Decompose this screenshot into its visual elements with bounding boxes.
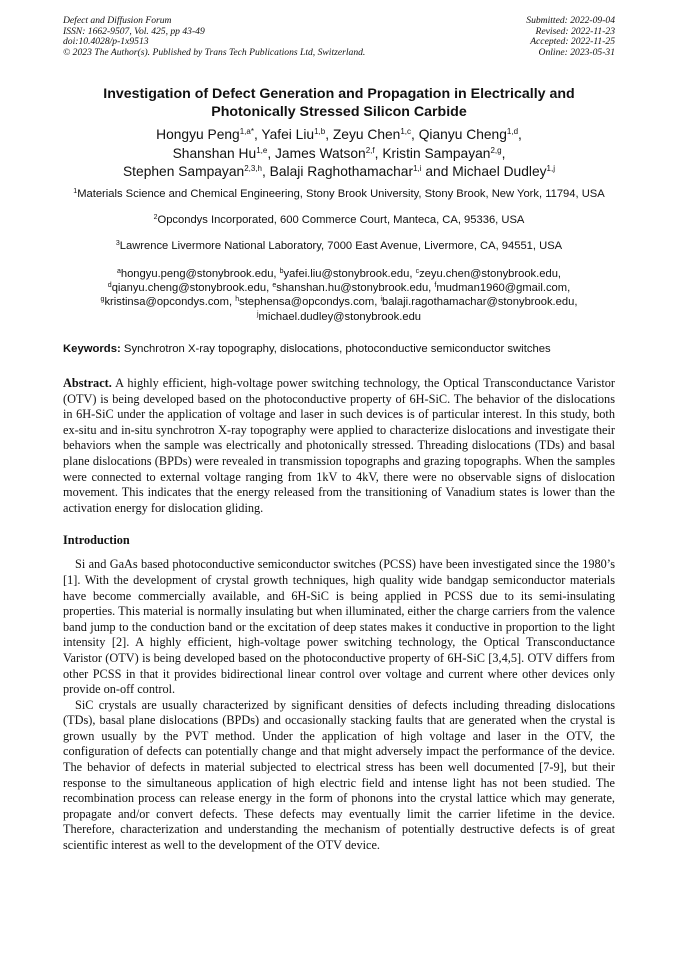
email-line: [63, 295, 615, 309]
email-separator: ,: [409, 267, 416, 280]
email-line: [63, 267, 615, 281]
email-marker: b: [279, 267, 284, 275]
author-name: Hongyu Peng: [156, 127, 240, 143]
email-link[interactable]: mudman1960@gmail.com: [436, 282, 568, 295]
email-marker: e: [272, 282, 277, 290]
author-affiliation-marker: 2,g: [490, 145, 502, 155]
affiliation-1: [63, 187, 615, 202]
author-name: Balaji Raghothamachar: [269, 164, 414, 180]
keywords-text: Synchrotron X-ray topography, dislocations, photoconductive semiconductor switches: [123, 343, 551, 355]
email-link[interactable]: michael.dudley@stonybrook.edu: [258, 310, 422, 323]
abstract-label: Abstract.: [63, 376, 112, 390]
affiliation-text: Opcondys Incorporated, 600 Commerce Court, Manteca, CA, 95336, USA: [157, 214, 525, 226]
author-separator: ,: [325, 127, 333, 143]
author-name: James Watson: [275, 145, 366, 161]
author-affiliation-marker: 2,3,h: [244, 164, 262, 174]
author-line: [63, 145, 615, 163]
email-separator: ,: [374, 296, 381, 309]
email-marker: c: [415, 267, 420, 275]
paper-title: [63, 85, 615, 121]
email-separator: ,: [228, 296, 236, 309]
email-separator: ,: [428, 282, 435, 295]
author-affiliation-marker: 1,a*: [239, 127, 254, 137]
affiliation-text: Lawrence Livermore National Laboratory, 7000 East Avenue, Livermore, CA, 94551, USA: [119, 240, 563, 253]
email-marker: a: [116, 267, 121, 275]
author-separator: ,: [374, 145, 383, 161]
author-name: Kristin Sampayan: [382, 145, 491, 161]
author-affiliation-marker: 1,d: [506, 127, 519, 137]
journal-name: Defect and Diffusion Forum: [63, 15, 172, 26]
affiliation-marker: 2: [153, 214, 158, 221]
author-name: Yafei Liu: [261, 127, 315, 143]
author-separator: ,: [411, 127, 419, 143]
abstract-text: A highly efficient, high-voltage power switching technology, the Optical Transconductance Varistor (OTV) is being developed based on the photoconductive property of 6H-SiC. The behavior of the dislocations in 6H-SiC under the application of voltage and laser in such devices is of particular interest. In this study, both ex-situ and in-situ synchrotron X-ray topography were applied to characterize dislocations and investigate their behaviors when the sample was electrically and photonically stressed. Threading dislocations (TDs) and basal plane dislocations (BPDs) were revealed in transmission topographs and grazing topographs. When the samples were connected to external voltage ranging from 1kV to 4kV, there were no observable signs of dislocation movement. This indicates that the energy released from the transitioning of Vanadium states is lower than the activation energy for dislocation gliding.: [63, 376, 615, 515]
author-name: Stephen Sampayan: [122, 164, 245, 180]
email-link[interactable]: kristinsa@opcondys.com: [104, 296, 229, 309]
email-separator: ,: [266, 282, 273, 295]
journal-doi: doi:10.4028/p-1x9513: [63, 36, 149, 48]
email-line: [63, 310, 615, 324]
email-marker: f: [434, 282, 437, 290]
author-separator: ,: [253, 127, 262, 143]
title-line: Investigation of Defect Generation and Propagation in Electrically and: [103, 86, 575, 103]
affiliation-marker: 1: [73, 187, 78, 195]
author-separator: ,: [261, 164, 270, 180]
author-separator: ,: [267, 145, 275, 161]
date-revised: Revised: 2022-11-23: [535, 25, 615, 37]
author-affiliation-marker: 1,j: [546, 164, 555, 174]
email-separator: ,: [567, 282, 571, 295]
email-link[interactable]: qianyu.cheng@stonybrook.edu: [111, 282, 267, 295]
email-link[interactable]: zeyu.chen@stonybrook.edu: [419, 267, 558, 280]
email-separator: ,: [574, 296, 578, 309]
journal-header: [63, 16, 615, 58]
author-affiliation-marker: 1,c: [400, 127, 412, 137]
email-list: [63, 267, 615, 324]
author-affiliation-marker: 1,i: [413, 164, 422, 174]
author-separator: and: [421, 164, 453, 180]
email-link[interactable]: shanshan.hu@stonybrook.edu: [276, 282, 429, 295]
author-affiliation-marker: 1,e: [256, 145, 268, 155]
paper-page: [63, 16, 615, 854]
journal-info: [63, 16, 365, 58]
body-paragraph: SiC crystals are usually characterized by significant densities of defects including threading dislocations (TDs), basal plane dislocations (BPDs) and occasionally stacking faults that are generated when the crystal is grown usually by the PVT method. Under the application of high voltage and laser in the OTV, the configuration of defects can potentially change and that might adversely impact the performance of the device. The behavior of defects in material subjected to electrical stress has been well documented [7-9], but their response to the simultaneous application of high electric field and intense light has not been studied. The recombination process can release energy in the form of phonons into the crystal lattice which may generate, propagate and/or convert defects. These defects may eventually limit the carrier lifetime in the device. Therefore, characterization and understanding the mechanism of potentially destructive defects is of great scientific interest as well to the development of the OTV device.: [63, 697, 615, 853]
journal-issn: ISSN: 1662-9507, Vol. 425, pp 43-49: [63, 25, 205, 37]
keywords: [63, 342, 615, 356]
affiliation-marker: 3: [115, 240, 120, 248]
publication-dates: [526, 16, 615, 58]
affiliation-2: [63, 213, 615, 228]
email-separator: ,: [557, 267, 562, 280]
email-marker: h: [235, 296, 240, 304]
author-affiliation-marker: 1,b: [314, 127, 326, 137]
author-line: [63, 126, 615, 144]
author-name: Shanshan Hu: [172, 145, 257, 161]
abstract: [63, 376, 615, 516]
author-name: Qianyu Cheng: [418, 127, 507, 143]
author-line: [63, 163, 615, 181]
email-marker: g: [100, 296, 105, 304]
email-separator: ,: [273, 267, 280, 280]
email-link[interactable]: hongyu.peng@stonybrook.edu: [120, 267, 274, 280]
section-heading: Introduction: [63, 533, 130, 548]
email-marker: d: [107, 282, 112, 290]
email-link[interactable]: balaji.ragothamachar@stonybrook.edu: [382, 296, 575, 309]
email-link[interactable]: stephensa@opcondys.com: [239, 296, 375, 309]
author-list: [63, 126, 615, 181]
author-name: Michael Dudley: [452, 164, 547, 180]
email-marker: j: [256, 310, 259, 318]
author-affiliation-marker: 2,f: [365, 145, 375, 155]
keywords-label: Keywords:: [63, 343, 121, 355]
author-separator: ,: [501, 145, 506, 161]
date-submitted: Submitted: 2022-09-04: [526, 15, 615, 26]
author-name: Zeyu Chen: [332, 127, 401, 143]
email-link[interactable]: yafei.liu@stonybrook.edu: [283, 267, 410, 280]
date-online: Online: 2023-05-31: [538, 46, 615, 58]
affiliation-3: [63, 239, 615, 254]
title-line: Photonically Stressed Silicon Carbide: [211, 104, 467, 121]
author-separator: ,: [518, 127, 522, 143]
affiliation-text: Materials Science and Chemical Engineering, Stony Brook University, Stony Brook, New York, 11794, USA: [77, 187, 605, 200]
date-accepted: Accepted: 2022-11-25: [530, 36, 615, 48]
email-line: [63, 281, 615, 295]
email-marker: i: [380, 296, 382, 304]
journal-copyright: © 2023 The Author(s). Published by Trans Tech Publications Ltd, Switzerland.: [63, 46, 366, 58]
body-paragraph: Si and GaAs based photoconductive semiconductor switches (PCSS) have been investigated since the 1980’s [1]. With the development of crystal growth techniques, high quality wide bandgap semiconductor materials have become commercially available, and 6H-SiC is being applied in PCSS due to its semi-insulating properties. This material is normally insulating but when illuminated, either the charge carriers from the valence band jump to the conduction band or the excitation of deep states makes it conductive in proportion to the light intensity [2]. A highly efficient, high-voltage power switching technology, the Optical Transconductance Varistor (OTV) is being developed based on the photoconductive property of 6H-SiC [3,4,5]. OTV differs from other PCSS in that it provides bidirectional linear control over voltage and current where other devices only provide on-off control.: [63, 557, 615, 697]
